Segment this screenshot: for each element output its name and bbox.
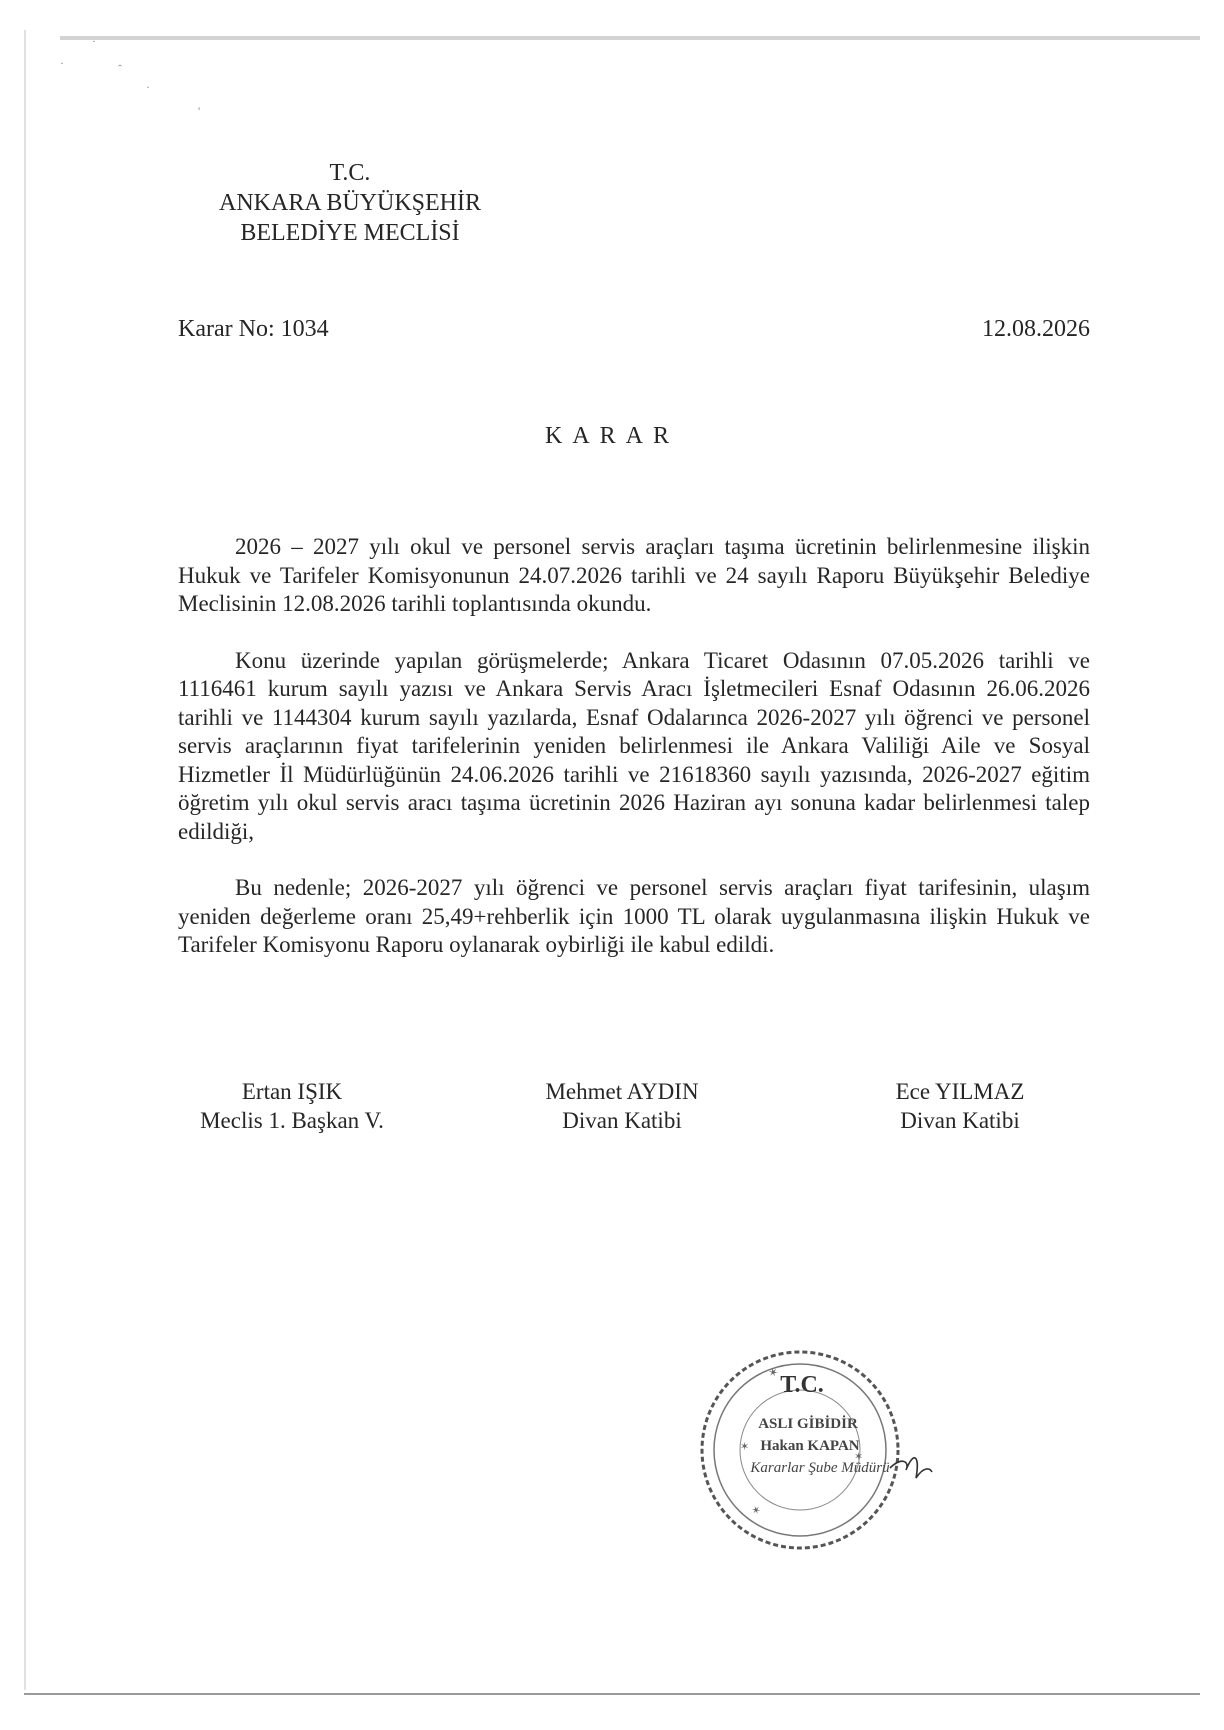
document-title: KARAR — [544, 423, 679, 449]
decision-number: Karar No: 1034 — [178, 316, 329, 342]
signatory-title: Meclis 1. Başkan V. — [200, 1108, 384, 1133]
body-paragraph-2: Konu üzerinde yapılan görüşmelerde; Ankara Ticaret Odasının 07.05.2026 tarihli ve 1116461 kurum sayılı yazısı ve Ankara Servis Aracı İşletmecileri Esnaf Odasının 26.06.2026 tarihli ve 1144304 kurum sayılı yazılarda, Esnaf Odalarınca 2026-2027 yılı öğrenci ve personel servis araçlarının fiyat tarifelerinin yeniden belirlenmesi ile Ankara Valiliği Aile ve Sosyal Hizmetler İl Müdürlüğünün 24.06.2026 tarihli ve 21618360 sayılı yazısında, 2026-2027 eğitim öğretim yılı okul servis aracı taşıma ücretinin 2026 Haziran ayı sonuna kadar belirlenmesi talep edildiği, — [178, 647, 1090, 844]
scan-edge-left — [24, 30, 26, 1690]
signatory-title: Divan Katibi — [900, 1108, 1020, 1133]
scan-edge-top — [60, 36, 1200, 40]
scan-speck: ˆ — [118, 62, 122, 76]
document-body — [178, 533, 1090, 988]
header-line-tc: T.C. — [329, 160, 371, 186]
stamp-line-2: Hakan KAPAN — [760, 1438, 860, 1454]
institution-header — [200, 158, 500, 248]
signatory-title: Divan Katibi — [562, 1108, 682, 1133]
scan-speck: · — [92, 34, 96, 48]
stamp-seal-text: T.C. — [780, 1372, 824, 1398]
svg-text:✶: ✶ — [854, 1451, 864, 1463]
signatory-name: Ece YILMAZ — [895, 1079, 1025, 1104]
scan-speck: · — [146, 80, 150, 94]
scan-speck: · — [60, 56, 64, 70]
decision-date: 12.08.2026 — [982, 316, 1090, 342]
body-paragraph-1: 2026 – 2027 yılı okul ve personel servis araçları taşıma ücretinin belirlenmesine ilişkin Hukuk ve Tarifeler Komisyonunun 24.07.2026 tarihli ve 24 sayılı Raporu Büyükşehir Belediye Meclisinin 12.08.2026 tarihli toplantısında okundu. — [178, 534, 1090, 616]
svg-text:✶: ✶ — [748, 1503, 763, 1519]
svg-text:✶: ✶ — [766, 1364, 781, 1381]
signatory-name: Mehmet AYDIN — [545, 1079, 699, 1104]
stamp-line-1: ASLI GİBİDİR — [758, 1416, 858, 1432]
signature-block-3 — [820, 1077, 1100, 1135]
official-stamp — [680, 1330, 960, 1570]
signature-block-2 — [482, 1077, 762, 1135]
body-paragraph-3: Bu nedenle; 2026-2027 yılı öğrenci ve personel servis araçları fiyat tarifesinin, ulaşım yeniden değerleme oranı 25,49+rehberlik için 1000 TL olarak uygulanmasına ilişkin Hukuk ve Tarifeler Komisyonu Raporu oylanarak oybirliği ile kabul edildi. — [178, 875, 1090, 957]
header-line-meclis: BELEDİYE MECLİSİ — [240, 220, 460, 246]
signatory-name: Ertan IŞIK — [241, 1079, 343, 1104]
svg-text:✶: ✶ — [740, 1441, 750, 1453]
signature-block-1 — [152, 1077, 432, 1135]
stamp-line-3: Kararlar Şube Müdürü — [750, 1460, 890, 1476]
header-line-ankara: ANKARA BÜYÜKŞEHİR — [218, 190, 482, 216]
scan-edge-bottom — [24, 1693, 1200, 1695]
scan-speck: ' — [198, 104, 201, 118]
